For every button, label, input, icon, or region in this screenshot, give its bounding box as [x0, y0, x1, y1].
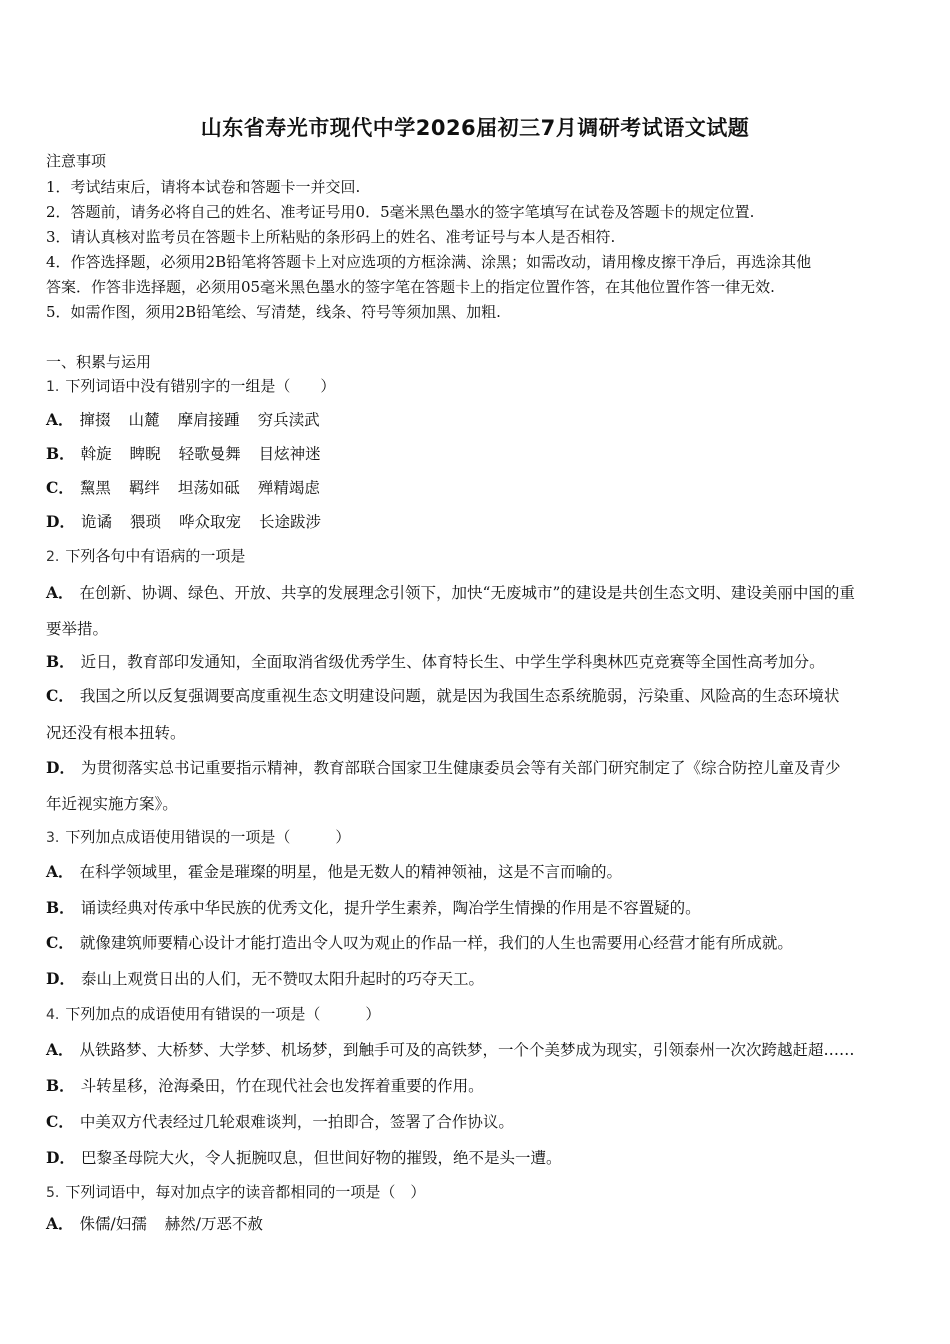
q4-option-c: C． 中美双方代表经过几轮艰难谈判，一拍即合，签署了合作协议。 — [46, 1112, 514, 1131]
question-4 — [46, 1004, 380, 1025]
notice-item-4: 4．作答选择题，必须用2B铅笔将答题卡上对应选项的方框涂满、涂黑；如需改动，请用橡皮擦干净后，再选涂其他 — [46, 253, 812, 271]
question-number: 4. — [46, 1007, 60, 1023]
q3-option-b: B． 诵读经典对传承中华民族的优秀文化，提升学生素养，陶冶学生情操的作用是不容置疑的。 — [46, 898, 701, 917]
q1-option-c: C． 黧黑 羁绊 坦荡如砥 殚精竭虑 — [46, 478, 320, 497]
q5-option-a: A． 侏儒/妇孺 赫然/万恶不赦 — [46, 1214, 263, 1233]
notice-item-3: 3．请认真核对监考员在答题卡上所粘贴的条形码上的姓名、准考证号与本人是否相符. — [46, 228, 616, 246]
q2-option-d-cont: 年近视实施方案》。 — [46, 795, 178, 813]
q2-option-a: A． 在创新、协调、绿色、开放、共享的发展理念引领下，加快“无废城市”的建设是共创生态文明、建设美丽中国的重 — [46, 583, 855, 602]
notice-item-5: 5．如需作图，须用2B铅笔绘、写清楚，线条、符号等须加黑、加粗. — [46, 303, 501, 321]
question-5 — [46, 1182, 425, 1203]
question-number: 3. — [46, 830, 60, 846]
question-number: 2. — [46, 549, 60, 565]
question-3 — [46, 827, 350, 848]
q1-option-b: B． 斡旋 睥睨 轻歌曼舞 目炫神迷 — [46, 444, 321, 463]
q2-option-c: C． 我国之所以反复强调要高度重视生态文明建设问题，就是因为我国生态系统脆弱，污染重、风险高的生态环境状 — [46, 686, 840, 705]
question-stem: 下列词语中，每对加点字的读音都相同的一项是（ ） — [65, 1183, 426, 1201]
q4-option-d: D． 巴黎圣母院大火，令人扼腕叹息，但世间好物的摧毁，绝不是头一遭。 — [46, 1148, 562, 1167]
question-stem: 下列各句中有语病的一项是 — [65, 547, 246, 565]
notice-item-2: 2．答题前，请务必将自己的姓名、准考证号用0．5毫米黑色墨水的签字笔填写在试卷及答题卡的规定位置. — [46, 203, 755, 221]
question-1 — [46, 376, 335, 397]
question-number: 1. — [46, 379, 60, 395]
q2-option-c-cont: 况还没有根本扭转。 — [46, 724, 186, 742]
section-heading: 一、积累与运用 — [46, 353, 152, 371]
q2-option-d: D． 为贯彻落实总书记重要指示精神，教育部联合国家卫生健康委员会等有关部门研究制定了《综合防控儿童及青少 — [46, 758, 841, 777]
q1-option-d: D． 诡谲 猥琐 哗众取宠 长途跋涉 — [46, 512, 322, 531]
q4-option-b: B． 斗转星移，沧海桑田，竹在现代社会也发挥着重要的作用。 — [46, 1076, 484, 1095]
question-stem: 下列加点成语使用错误的一项是（ ） — [65, 828, 351, 846]
notice-heading: 注意事项 — [46, 152, 107, 170]
question-2 — [46, 546, 245, 567]
question-stem: 下列加点的成语使用有错误的一项是（ ） — [65, 1005, 381, 1023]
notice-item-1: 1．考试结束后，请将本试卷和答题卡一并交回. — [46, 178, 361, 196]
q3-option-a: A． 在科学领域里，霍金是璀璨的明星，他是无数人的精神领袖，这是不言而喻的。 — [46, 862, 623, 881]
q3-option-c: C． 就像建筑师要精心设计才能打造出令人叹为观止的作品一样，我们的人生也需要用心经营才能有所成就。 — [46, 933, 793, 952]
q1-option-a: A． 撺掇 山麓 摩肩接踵 穷兵渎武 — [46, 410, 320, 429]
question-stem: 下列词语中没有错别字的一组是（ ） — [65, 377, 336, 395]
notice-item-4-cont: 答案．作答非选择题，必须用05毫米黑色墨水的签字笔在答题卡上的指定位置作答，在其他位置作答一律无效. — [46, 278, 775, 296]
q2-option-b: B． 近日，教育部印发通知，全面取消省级优秀学生、体育特长生、中学生学科奥林匹克竞赛等全国性高考加分。 — [46, 652, 825, 671]
q3-option-d: D． 泰山上观赏日出的人们，无不赞叹太阳升起时的巧夺天工。 — [46, 969, 484, 988]
q4-option-a: A． 从铁路梦、大桥梦、大学梦、机场梦，到触手可及的高铁梦，一个个美梦成为现实，引领泰州一次次跨越赶超…… — [46, 1040, 855, 1059]
q2-option-a-cont: 要举措。 — [46, 620, 109, 638]
question-number: 5. — [46, 1185, 60, 1201]
exam-title: 山东省寿光市现代中学2026届初三7月调研考试语文试题 — [200, 116, 750, 140]
